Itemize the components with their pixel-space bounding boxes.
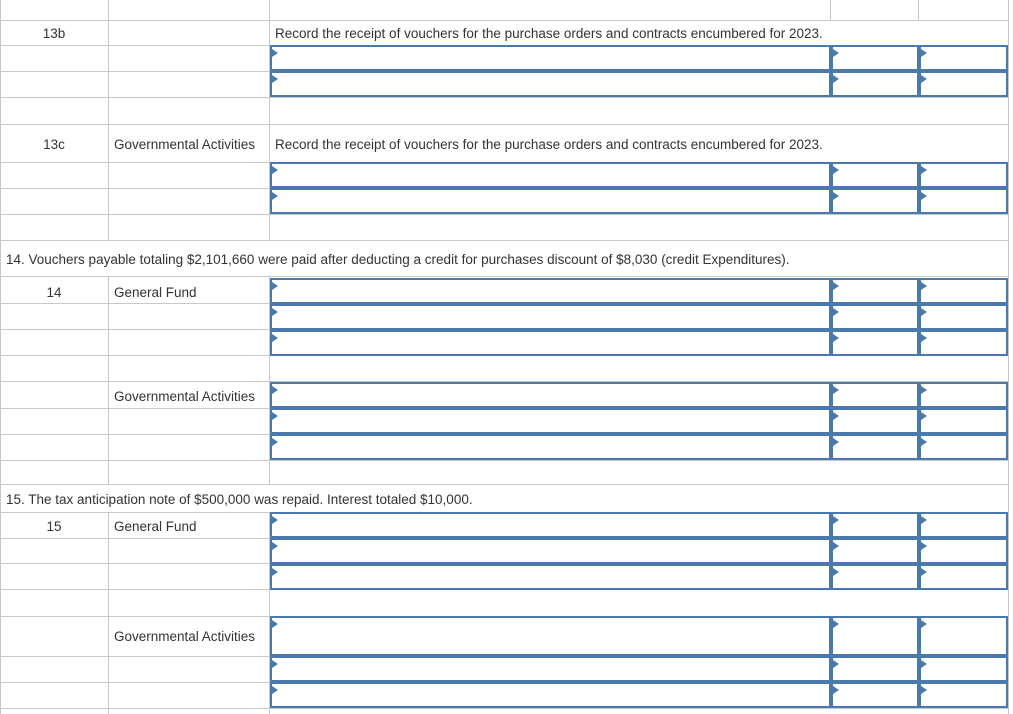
credit-input[interactable] [919, 382, 1008, 408]
debit-input[interactable] [831, 656, 919, 682]
grid-line [108, 512, 109, 714]
grid-line [830, 0, 831, 20]
dropdown-marker-icon [272, 386, 278, 394]
account-label: Governmental Activities [114, 137, 256, 152]
dropdown-marker-icon [272, 282, 278, 290]
grid-line [918, 0, 919, 20]
account-select[interactable] [270, 188, 831, 214]
dropdown-marker-icon [272, 686, 278, 694]
debit-input[interactable] [831, 538, 919, 564]
credit-input[interactable] [919, 564, 1008, 590]
credit-input[interactable] [919, 616, 1008, 656]
grid-line [108, 276, 109, 484]
dropdown-marker-icon [921, 620, 927, 628]
dropdown-marker-icon [833, 412, 839, 420]
debit-input[interactable] [831, 330, 919, 356]
dropdown-marker-icon [921, 516, 927, 524]
account-select[interactable] [270, 408, 831, 434]
dropdown-marker-icon [272, 334, 278, 342]
grid-line [0, 484, 1009, 485]
dropdown-marker-icon [833, 192, 839, 200]
dropdown-marker-icon [833, 334, 839, 342]
grid-line [108, 0, 109, 240]
grid-line [1008, 0, 1009, 714]
account-select[interactable] [270, 656, 831, 682]
credit-input[interactable] [919, 304, 1008, 330]
account-select[interactable] [270, 382, 831, 408]
dropdown-marker-icon [921, 75, 927, 83]
credit-input[interactable] [919, 45, 1008, 71]
debit-input[interactable] [831, 71, 919, 97]
dropdown-marker-icon [921, 192, 927, 200]
account-select[interactable] [270, 512, 831, 538]
account-select[interactable] [270, 682, 831, 708]
account-select[interactable] [270, 434, 831, 460]
credit-input[interactable] [919, 538, 1008, 564]
credit-input[interactable] [919, 656, 1008, 682]
credit-input[interactable] [919, 408, 1008, 434]
account-select[interactable] [270, 45, 831, 71]
entry-number: 15 [46, 519, 62, 534]
dropdown-marker-icon [272, 620, 278, 628]
dropdown-marker-icon [833, 516, 839, 524]
account-select[interactable] [270, 564, 831, 590]
credit-input[interactable] [919, 278, 1008, 304]
account-select[interactable] [270, 278, 831, 304]
account-select[interactable] [270, 330, 831, 356]
account-select[interactable] [270, 304, 831, 330]
entry-number: 13c [43, 137, 65, 152]
dropdown-marker-icon [921, 308, 927, 316]
dropdown-marker-icon [921, 386, 927, 394]
dropdown-marker-icon [833, 542, 839, 550]
credit-input[interactable] [919, 162, 1008, 188]
dropdown-marker-icon [833, 308, 839, 316]
grid-line [0, 708, 1009, 709]
dropdown-marker-icon [921, 49, 927, 57]
account-label: Governmental Activities [114, 629, 256, 644]
debit-input[interactable] [831, 278, 919, 304]
account-label: General Fund [114, 285, 197, 300]
debit-input[interactable] [831, 682, 919, 708]
debit-input[interactable] [831, 188, 919, 214]
dropdown-marker-icon [833, 438, 839, 446]
dropdown-marker-icon [921, 282, 927, 290]
dropdown-marker-icon [272, 49, 278, 57]
debit-input[interactable] [831, 408, 919, 434]
dropdown-marker-icon [833, 686, 839, 694]
dropdown-marker-icon [272, 660, 278, 668]
grid-line [0, 460, 1009, 461]
account-label: Governmental Activities [114, 389, 256, 404]
dropdown-marker-icon [272, 308, 278, 316]
dropdown-marker-icon [272, 75, 278, 83]
problem-statement: 14. Vouchers payable totaling $2,101,660 were paid after deducting a credit for purchases discount of $8,030 (credit Expenditures). [6, 252, 790, 267]
dropdown-marker-icon [921, 660, 927, 668]
account-label: General Fund [114, 519, 197, 534]
dropdown-marker-icon [921, 542, 927, 550]
debit-input[interactable] [831, 382, 919, 408]
credit-input[interactable] [919, 512, 1008, 538]
dropdown-marker-icon [833, 568, 839, 576]
debit-input[interactable] [831, 512, 919, 538]
credit-input[interactable] [919, 71, 1008, 97]
dropdown-marker-icon [833, 166, 839, 174]
dropdown-marker-icon [921, 438, 927, 446]
account-select[interactable] [270, 538, 831, 564]
debit-input[interactable] [831, 304, 919, 330]
debit-input[interactable] [831, 616, 919, 656]
debit-input[interactable] [831, 162, 919, 188]
grid-line [0, 214, 1009, 215]
dropdown-marker-icon [921, 686, 927, 694]
dropdown-marker-icon [272, 192, 278, 200]
dropdown-marker-icon [272, 412, 278, 420]
dropdown-marker-icon [272, 542, 278, 550]
dropdown-marker-icon [921, 334, 927, 342]
dropdown-marker-icon [833, 386, 839, 394]
grid-line [0, 20, 1009, 21]
entry-number: 14 [46, 285, 62, 300]
dropdown-marker-icon [921, 568, 927, 576]
grid-line [0, 240, 1009, 241]
grid-line [0, 97, 1009, 98]
debit-input[interactable] [831, 434, 919, 460]
account-select[interactable] [270, 71, 831, 97]
dropdown-marker-icon [272, 516, 278, 524]
entry-description: Record the receipt of vouchers for the purchase orders and contracts encumbered for 2023. [275, 26, 823, 41]
entry-number: 13b [42, 26, 66, 41]
entry-description: Record the receipt of vouchers for the purchase orders and contracts encumbered for 2023. [275, 137, 823, 152]
dropdown-marker-icon [833, 660, 839, 668]
grid-line [0, 0, 1, 714]
grid-line [0, 124, 1009, 125]
dropdown-marker-icon [833, 282, 839, 290]
credit-input[interactable] [919, 330, 1008, 356]
dropdown-marker-icon [921, 166, 927, 174]
debit-input[interactable] [831, 564, 919, 590]
credit-input[interactable] [919, 434, 1008, 460]
dropdown-marker-icon [833, 49, 839, 57]
dropdown-marker-icon [833, 620, 839, 628]
dropdown-marker-icon [921, 412, 927, 420]
dropdown-marker-icon [272, 568, 278, 576]
credit-input[interactable] [919, 682, 1008, 708]
account-select[interactable] [270, 162, 831, 188]
account-select[interactable] [270, 616, 831, 656]
grid-line [0, 276, 1009, 277]
problem-statement: 15. The tax anticipation note of $500,000 was repaid. Interest totaled $10,000. [6, 492, 473, 507]
dropdown-marker-icon [272, 438, 278, 446]
credit-input[interactable] [919, 188, 1008, 214]
debit-input[interactable] [831, 45, 919, 71]
dropdown-marker-icon [272, 166, 278, 174]
dropdown-marker-icon [833, 75, 839, 83]
